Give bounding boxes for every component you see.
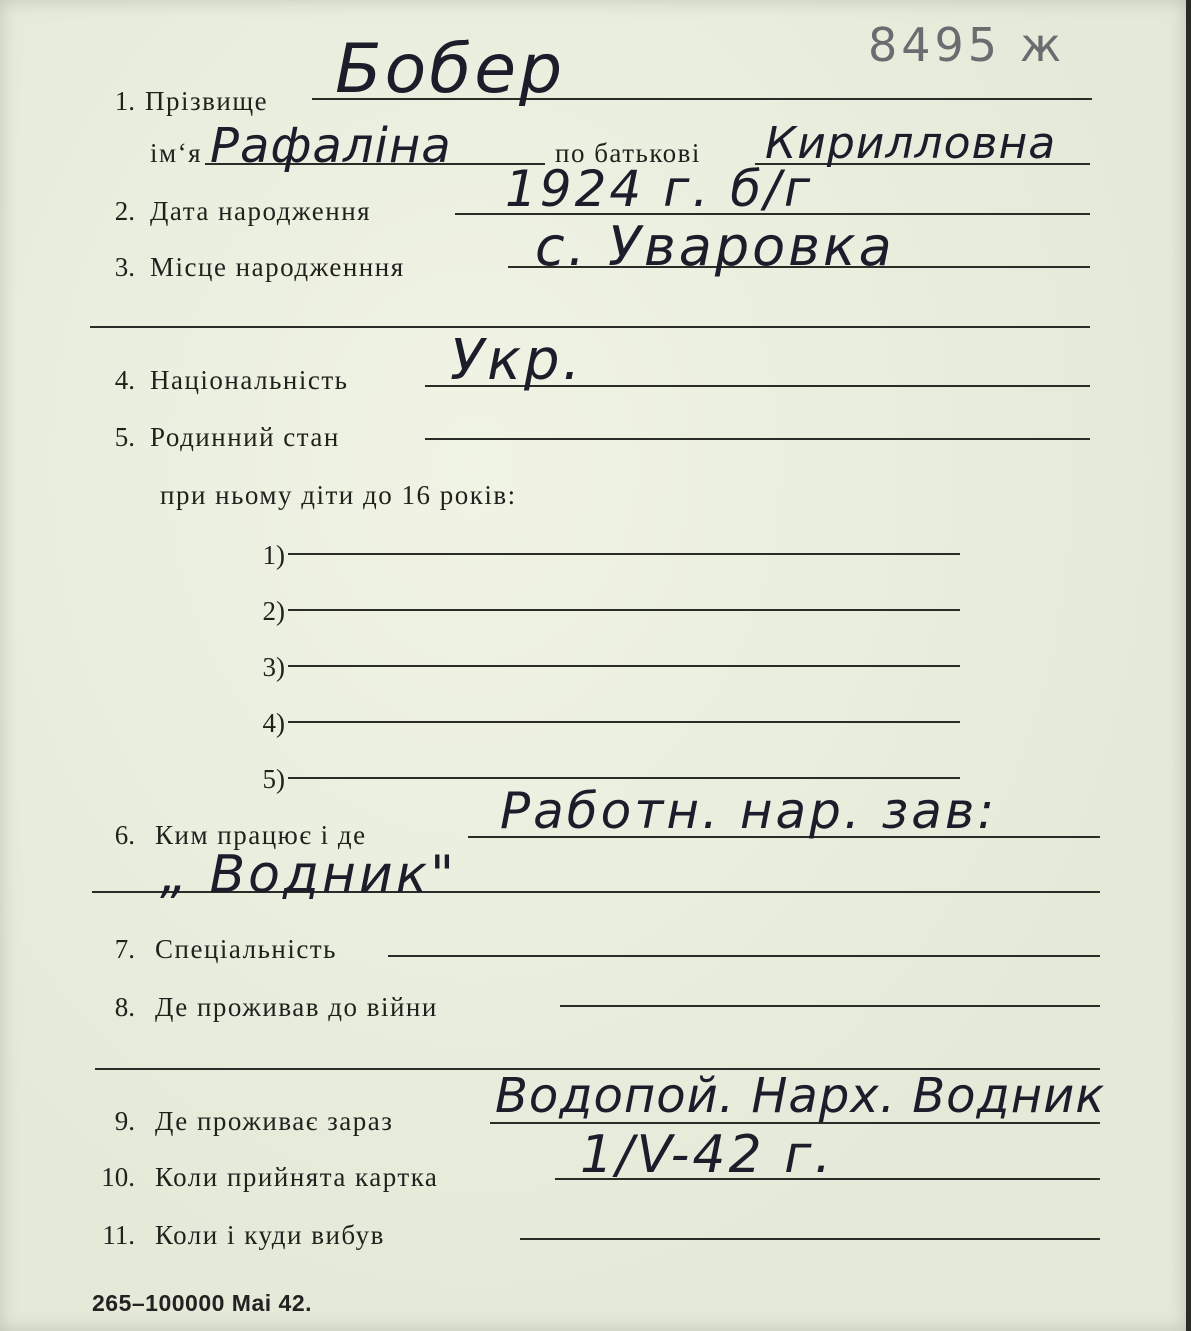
nationality-value: Укр. <box>450 328 584 393</box>
current-residence-label: Де проживає зараз <box>155 1106 394 1136</box>
child-2-number: 2) <box>262 596 285 626</box>
field-1-number: 1. <box>114 86 135 116</box>
nationality-label: Національність <box>150 365 349 395</box>
card-accepted-value: 1/V-42 г. <box>580 1125 834 1185</box>
birth-date-value: 1924 г. б/г <box>505 160 814 218</box>
departure-label: Коли і куди вибув <box>155 1220 385 1250</box>
field-3-number: 3. <box>114 252 135 282</box>
current-residence-value: Водопой. Нарх. Водник <box>495 1068 1106 1124</box>
file-number: 8495 ж <box>868 18 1066 72</box>
field-7-number: 7. <box>114 934 135 964</box>
specialty-label: Спеціальність <box>155 934 337 964</box>
child-4-line <box>288 721 960 723</box>
field-11-number: 11. <box>102 1220 135 1250</box>
field-10-number: 10. <box>101 1162 135 1192</box>
child-1-number: 1) <box>262 540 285 570</box>
field-8-number: 8. <box>114 992 135 1022</box>
child-1-line <box>288 553 960 555</box>
child-3-line <box>288 665 960 667</box>
field-6-number: 6. <box>114 820 135 850</box>
field-2-number: 2. <box>114 196 135 226</box>
surname-value: Бобер <box>335 30 566 109</box>
marital-status-label: Родинний стан <box>150 422 340 452</box>
patronymic-label: по батькові <box>555 138 701 168</box>
patronymic-value: Кирилловна <box>765 118 1057 169</box>
departure-line <box>520 1238 1100 1240</box>
child-3-number: 3) <box>262 652 285 682</box>
print-code: 265–100000 Mai 42. <box>92 1290 313 1316</box>
employment-value-2: „ Водник" <box>160 845 458 905</box>
birth-place-value: с. Уваровка <box>535 215 895 278</box>
child-5-number: 5) <box>262 764 285 794</box>
marital-status-line <box>425 438 1090 440</box>
card-accepted-label: Коли прийнята картка <box>155 1162 439 1192</box>
specialty-line <box>388 955 1100 957</box>
birth-place-line-2 <box>90 326 1090 328</box>
field-9-number: 9. <box>114 1106 135 1136</box>
prewar-residence-line <box>560 1005 1100 1007</box>
first-name-value: Рафаліна <box>210 118 452 174</box>
children-label: при ньому діти до 16 років: <box>160 480 517 510</box>
child-5-line <box>288 777 960 779</box>
employment-label: Ким працює і де <box>155 820 367 850</box>
field-4-number: 4. <box>114 365 135 395</box>
prewar-residence-label: Де проживав до війни <box>155 992 438 1022</box>
field-5-number: 5. <box>114 422 135 452</box>
child-2-line <box>288 609 960 611</box>
employment-value: Работн. нар. зав: <box>500 782 998 840</box>
child-4-number: 4) <box>262 708 285 738</box>
surname-label: Прізвище <box>145 86 269 116</box>
birth-place-label: Місце народженння <box>150 252 405 282</box>
birth-date-label: Дата народження <box>150 196 372 226</box>
first-name-label: ім‘я <box>150 138 202 168</box>
